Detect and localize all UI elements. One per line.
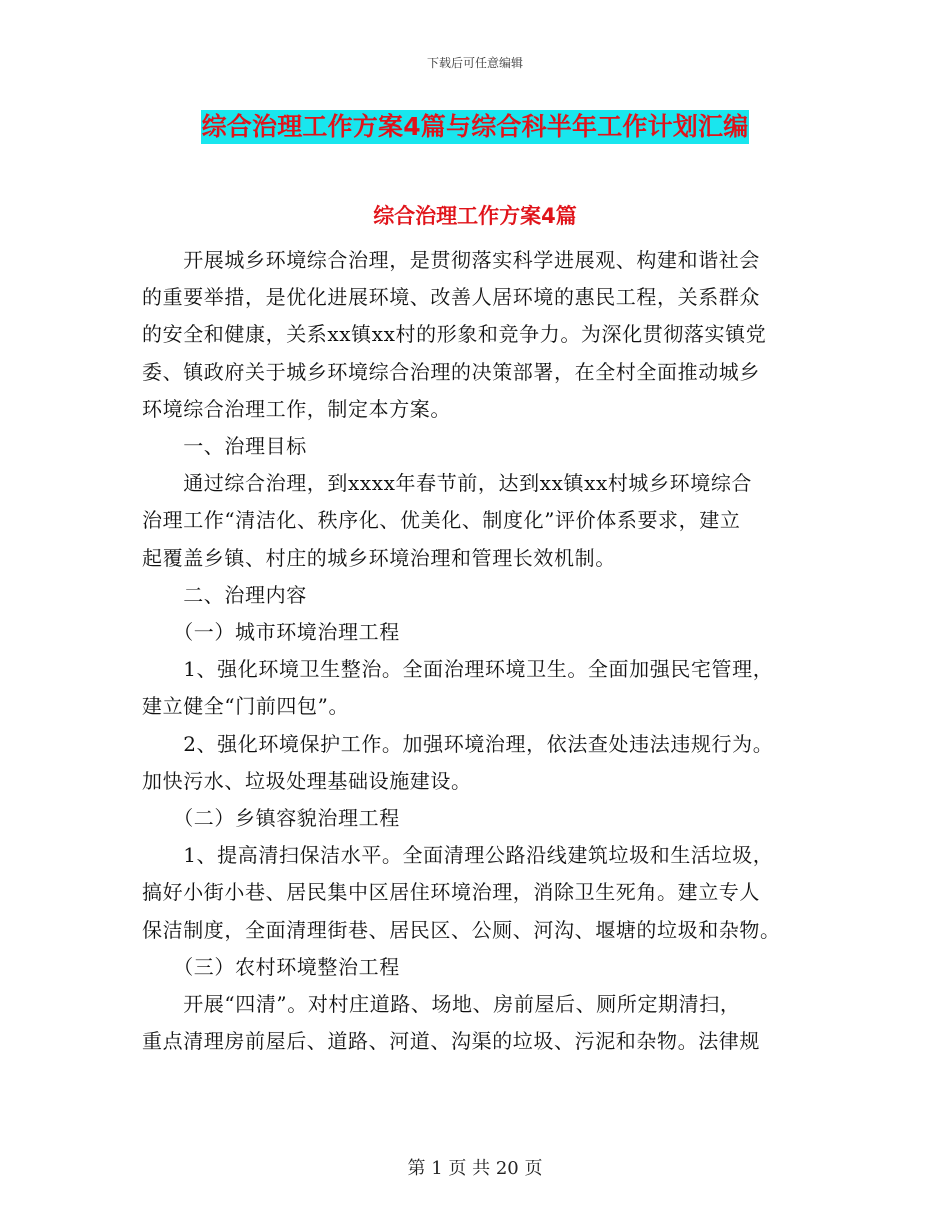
text-line: 加快污水、垃圾处理基础设施建设。 [142, 768, 472, 793]
section-heading: 二、治理内容 [142, 582, 307, 607]
page-footer: 第 1 页 共 20 页 [407, 1158, 543, 1179]
text-line: 1、强化环境卫生整治。全面治理环境卫生。全面加强民宅管理， [142, 657, 774, 682]
document-body [142, 242, 814, 1060]
text-line: 搞好小街小巷、居民集中区居住环境治理，消除卫生死角。建立专人 [142, 880, 760, 905]
text-line: 治理工作“清洁化、秩序化、优美化、制度化”评价体系要求，建立 [142, 508, 741, 533]
text-line: 保洁制度，全面清理街巷、居民区、公厕、河沟、堰塘的垃圾和杂物。 [142, 917, 781, 942]
header-note: 下载后可任意编辑 [426, 56, 523, 70]
text-line: 委、镇政府关于城乡环境综合治理的决策部署，在全村全面推动城乡 [142, 359, 760, 384]
section-heading: 一、治理目标 [142, 434, 307, 459]
text-line: 起覆盖乡镇、村庄的城乡环境治理和管理长效机制。 [142, 545, 616, 570]
main-title-wrap [0, 110, 950, 144]
main-title: 综合治理工作方案4篇与综合科半年工作计划汇编 [201, 110, 750, 144]
text-line: 开展“四清”。对村庄道路、场地、房前屋后、厕所定期清扫， [142, 992, 741, 1017]
text-line: 开展城乡环境综合治理，是贯彻落实科学进展观、构建和谐社会 [142, 248, 760, 272]
text-line: 1、提高清扫保洁水平。全面清理公路沿线建筑垃圾和生活垃圾， [142, 843, 774, 868]
subsection-heading: （二）乡镇容貌治理工程 [142, 806, 400, 831]
text-line: 的重要举措，是优化进展环境、改善人居环境的惠民工程，关系群众 [142, 285, 760, 310]
sub-title: 综合治理工作方案4篇 [373, 204, 577, 228]
text-line: 2、强化环境保护工作。加强环境治理，依法查处违法违规行为。 [142, 731, 774, 756]
subsection-heading: （一）城市环境治理工程 [142, 620, 400, 645]
subsection-heading: （三）农村环境整治工程 [142, 954, 400, 979]
text-line: 通过综合治理，到xxxx年春节前，达到xx镇xx村城乡环境综合 [142, 471, 753, 496]
text-line: 环境综合治理工作，制定本方案。 [142, 396, 451, 421]
text-line: 重点清理房前屋后、道路、河道、沟渠的垃圾、污泥和杂物。法律规 [142, 1029, 760, 1054]
text-line: 建立健全“门前四包”。 [142, 694, 350, 719]
text-line: 的安全和健康，关系xx镇xx村的形象和竞争力。为深化贯彻落实镇党 [142, 322, 767, 347]
